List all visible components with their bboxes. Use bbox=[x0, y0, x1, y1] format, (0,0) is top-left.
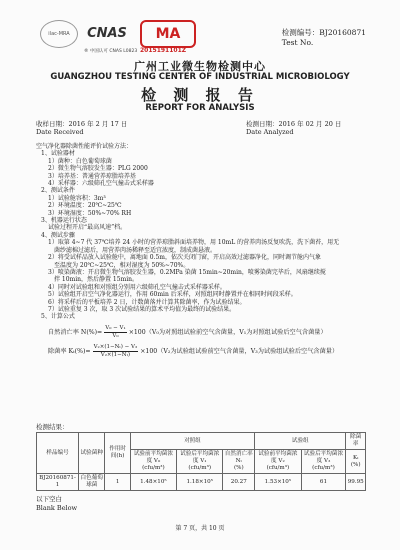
fraction-numerator: V₂×(1−Nₜ) − V₃ bbox=[93, 343, 138, 350]
header-text: 试验前平均菌浓度 V₂ bbox=[258, 451, 298, 464]
col-test-before bbox=[255, 450, 301, 474]
formula-suffix: ×100（V₂为试验组试验前空气含菌量，V₃为试验组试验后空气含菌量） bbox=[140, 347, 339, 355]
list-item: 1）试验舱容积：3m³ bbox=[48, 194, 106, 202]
col-control-group: 对照组 bbox=[130, 433, 254, 450]
fraction-denominator: V₂×(1−Nₜ) bbox=[100, 351, 131, 358]
test-number-label-en: Test No. bbox=[281, 38, 314, 47]
col-control-before bbox=[130, 450, 176, 474]
cell-time: 1 bbox=[105, 474, 130, 491]
cell-decay: 20.27 bbox=[223, 474, 255, 491]
report-title-cn: 检 测 报 告 bbox=[141, 86, 259, 104]
list-item-cont: 菌纱滤棉过滤后，用营养肉汤稀释至适宜浓度，制成菌悬液。 bbox=[54, 246, 217, 254]
cell-test-after: 61 bbox=[301, 474, 346, 491]
date-received: 收样日期：2016 年 2 月 17 日 bbox=[36, 120, 128, 128]
table-row bbox=[37, 474, 366, 491]
fraction-denominator: V₀ bbox=[112, 332, 119, 339]
blank-below-en: Blank Below bbox=[36, 504, 78, 512]
method-section bbox=[36, 143, 366, 363]
results-table bbox=[36, 432, 366, 491]
formula-kill-rate bbox=[36, 344, 366, 359]
list-item: 2）环境温度：20℃~25℃ bbox=[48, 202, 122, 210]
list-item: 6）将采样后的平板培养 2 日，计数菌落并计算其除菌率，作为试验结果。 bbox=[48, 298, 246, 306]
section-heading: 4、测试步骤 bbox=[41, 231, 75, 239]
cell-control-after: 1.18×10⁵ bbox=[177, 474, 223, 491]
list-item: 3）环境湿度：50%~70% RH bbox=[48, 209, 132, 217]
test-number-block bbox=[282, 28, 366, 48]
report-title-en: REPORT FOR ANALYSIS bbox=[145, 103, 255, 113]
test-number-label-cn: 检测编号： bbox=[281, 28, 320, 37]
cma-number: 2015191101Z bbox=[140, 47, 187, 54]
section-heading: 3、机器运行状态 bbox=[41, 217, 87, 225]
col-sample-no: 样品编号 bbox=[37, 433, 79, 474]
unit: (cfu/m³) bbox=[188, 465, 212, 471]
formula-prefix: 除菌率 Kₜ(%)= bbox=[48, 347, 91, 355]
list-item: 2）微生物气溶胶发生器：PLG 2000 bbox=[48, 165, 148, 173]
formula-suffix: ×100（V₀为对照组试验前空气含菌量，V₁为对照组试验后空气含菌量） bbox=[128, 328, 327, 336]
list-item: 4）同时对试验组和对照组分别用六级筛孔空气撞击式采样器采样。 bbox=[48, 283, 226, 291]
section-heading: 2、测试条件 bbox=[41, 187, 75, 195]
unit: (cfu/m³) bbox=[266, 465, 290, 471]
cell-sample: BJ20160871-1 bbox=[37, 474, 79, 491]
cell-rate: 99.95 bbox=[346, 474, 366, 491]
dates-block bbox=[36, 120, 364, 136]
col-time: 作用时间(h) bbox=[105, 433, 130, 474]
page-number: 第 7 页，共 10 页 bbox=[175, 525, 225, 532]
blank-below bbox=[36, 495, 77, 513]
unit: (cfu/m³) bbox=[312, 465, 335, 471]
date-received-en: Date Received bbox=[36, 128, 84, 136]
fraction bbox=[104, 325, 126, 340]
col-test-after bbox=[301, 450, 346, 474]
list-item: 3）喷染菌液：开启微生物气溶胶发生器，0.2MPa 染菌 15min~20min，喷雾染菌完毕后，风扇继续搅 bbox=[48, 268, 326, 276]
header-text: 自然消亡率 Nₜ bbox=[224, 451, 253, 464]
method-title: 空气净化器除菌性能评价试验方法： bbox=[36, 143, 133, 150]
list-item: 1）取第 4~7 代 37℃培养 24 小时的营养琼脂斜面培养物，用 10mL 的营养肉汤反复吹洗，洗下菌苔，用无 bbox=[48, 239, 340, 247]
unit: (%) bbox=[350, 461, 361, 468]
org-name-en: GUANGZHOU TESTING CENTER OF INDUSTRIAL MICROBIOLOGY bbox=[50, 72, 350, 82]
results-title: 检测结果： bbox=[36, 423, 69, 431]
col-test-group: 试验组 bbox=[255, 433, 346, 450]
date-analyzed: 检测日期：2016 年 02 月 20 日 bbox=[246, 120, 342, 128]
list-item-cont: 拌 10min，然后静置 15min。 bbox=[54, 276, 139, 284]
cell-control-before: 1.48×10⁵ bbox=[130, 474, 176, 491]
col-control-after bbox=[177, 450, 223, 474]
header-text: 试验前平均菌浓度 V₀ bbox=[133, 451, 173, 464]
blank-below-cn: 以下空白 bbox=[36, 495, 62, 503]
header-text: 试验后平均菌浓度 V₁ bbox=[180, 451, 220, 464]
list-item: 1）菌种：白色葡萄球菌 bbox=[48, 157, 112, 165]
unit: (cfu/m³) bbox=[142, 465, 165, 471]
list-item: 3）培养基：普通营养琼脂培养基 bbox=[48, 172, 136, 180]
header-text: Kₜ bbox=[352, 454, 359, 461]
cnas-logo: CNAS bbox=[87, 25, 127, 41]
list-item: 2）将受试样品放入试验舱中，离地面 0.5m，依次关闭门窗，开启高效过滤器净化，同时调节舱内气象 bbox=[48, 254, 321, 262]
cnas-number: ® 中国认可 CNAS L0823 bbox=[84, 49, 138, 54]
formula-decay bbox=[36, 325, 366, 340]
list-item: 7）试验重复 3 次，取 3 次试验结果的算术平均值为最终的试验结果。 bbox=[48, 305, 236, 313]
section-heading: 1、试验器材 bbox=[41, 150, 75, 158]
unit: (%) bbox=[233, 465, 244, 471]
cell-test-before: 1.53×10⁵ bbox=[255, 474, 301, 491]
list-item: 试验过程开启“最高风速”档。 bbox=[48, 224, 127, 232]
col-kill-rate: 除菌率 bbox=[346, 433, 366, 450]
header-text: 试验后平均菌浓度 V₃ bbox=[303, 451, 344, 464]
cell-strain: 白色葡萄球菌 bbox=[78, 474, 104, 491]
fraction bbox=[93, 344, 139, 359]
date-analyzed-en: Date Analyzed bbox=[246, 128, 294, 136]
formula-prefix: 自然消亡率 N(%)= bbox=[48, 328, 103, 336]
col-rate-symbol bbox=[346, 450, 366, 474]
fraction-numerator: V₀ − V₁ bbox=[105, 324, 126, 331]
test-number-value: BJ20160871 bbox=[319, 28, 366, 37]
list-item: 5）试验组开启空气净化器运行，作用 60min 后采样，对照组同时静置并在相同时间段采样。 bbox=[48, 291, 297, 299]
ilac-mra-logo: ilac-MRA bbox=[40, 20, 78, 48]
col-strain: 试验菌种 bbox=[78, 433, 104, 474]
accreditation-logos bbox=[40, 20, 200, 56]
cma-logo: MA bbox=[140, 20, 196, 48]
section-heading: 5、计算公式 bbox=[41, 313, 75, 321]
list-item: 4）采样器：六级筛孔空气撞击式采样器 bbox=[48, 180, 154, 188]
list-item-cont: 至温度为 20℃~25℃，相对湿度为 50%~70%。 bbox=[54, 261, 190, 269]
col-decay-rate bbox=[223, 450, 255, 474]
org-name-cn: 广州工业微生物检测中心 bbox=[134, 60, 266, 73]
